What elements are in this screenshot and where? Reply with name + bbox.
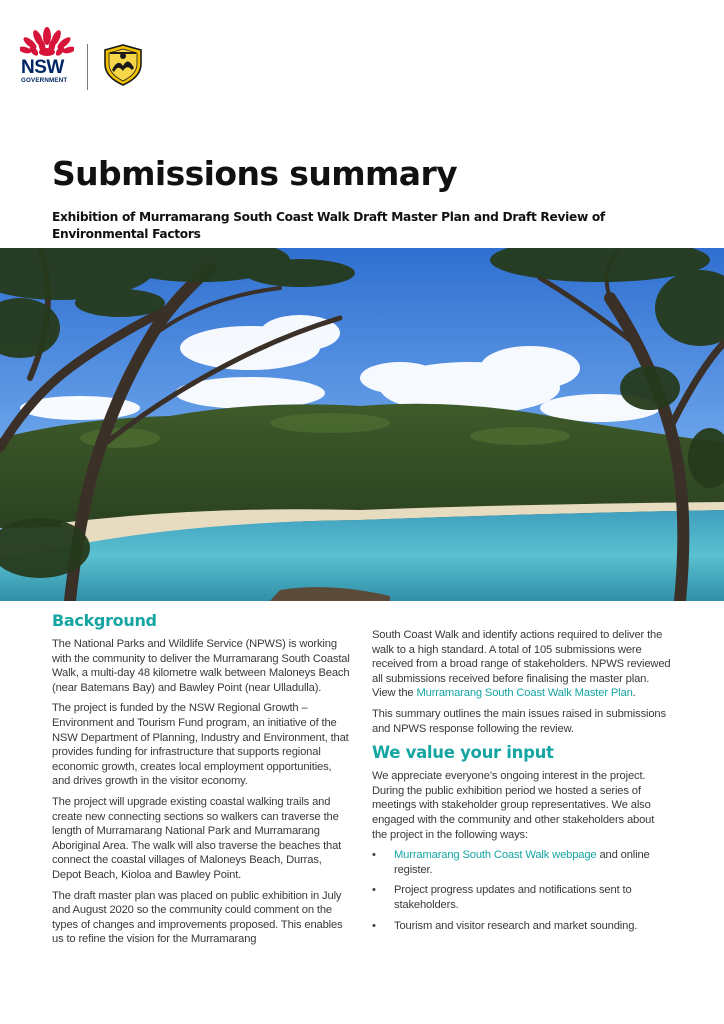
waratah-icon: [20, 24, 74, 58]
npws-emblem-icon: [102, 44, 144, 86]
bullet-icon: •: [372, 884, 376, 897]
logo-divider: [87, 44, 88, 90]
background-paragraph-2: The project is funded by the NSW Regional Growth – Environment and Tourism Fund program, an initiative of the NSW Department of Planning, Industry and Environment, that provides funding for infrastructure that supports regional economic growth, creates local employment opportunities, and drives growth in the visitor economy.: [52, 702, 349, 788]
list-item: [372, 919, 672, 934]
right-column: [372, 628, 672, 939]
nsw-wordmark: NSW: [21, 57, 64, 78]
paragraph-5-end: .: [632, 687, 636, 700]
list-item-text: Tourism and visitor research and market sounding.: [394, 919, 638, 932]
nsw-government-label: GOVERNMENT: [21, 77, 68, 84]
paragraph-5-text: South Coast Walk and identify actions required to deliver the walk to a high standard. A total of 105 submissions were received from a broad range of stakeholders. NPWS reviewed all submissions received before finalising the master plan. View the: [372, 629, 671, 700]
engagement-list: [372, 848, 672, 933]
left-column: [52, 610, 352, 953]
background-heading: Background: [52, 611, 157, 630]
bullet-icon: •: [372, 849, 376, 862]
background-paragraph-4: The draft master plan was placed on public exhibition in July and August 2020 so the community could comment on the types of changes and improvements proposed. This enables us to refine the vision for the Murramarang: [52, 889, 343, 946]
nsw-government-logo[interactable]: [20, 24, 74, 86]
list-item-text: and online register.: [394, 849, 650, 876]
input-heading: We value your input: [372, 743, 554, 763]
background-paragraph-5: [372, 628, 672, 701]
background-paragraph-6: This summary outlines the main issues raised in submissions and NPWS response following the review.: [372, 707, 666, 735]
webpage-link[interactable]: Murramarang South Coast Walk webpage: [394, 849, 597, 862]
list-item-text: Project progress updates and notifications sent to stakeholders.: [394, 884, 632, 911]
page-title: Submissions summary: [52, 154, 458, 193]
bullet-icon: •: [372, 919, 376, 932]
input-intro: We appreciate everyone’s ongoing interest in the project. During the public exhibition period we hosted a series of meetings with stakeholder group representatives. We also engaged with the community and other stakeholders about the project in the following ways:: [372, 770, 655, 841]
background-paragraph-1: The National Parks and Wildlife Service (NPWS) is working with the community to deliver the Murramarang South Coastal Walk, a multi-day 48 kilometre walk between Maloneys Beach (near Batemans Bay) and Bawley Point (near Ulladulla).: [52, 638, 350, 694]
npws-logo[interactable]: [102, 44, 144, 86]
background-paragraph-3: The project will upgrade existing coastal walking trails and create new connecting sections so walkers can traverse the length of Murramarang National Park and Murramarang Aboriginal Area. The walk will also traverse the beaches that connect the coastal villages of Maloneys Beach, Durras, Depot Beach, Kioloa and Bawley Point.: [52, 795, 342, 881]
master-plan-link[interactable]: Murramarang South Coast Walk Master Plan: [416, 687, 633, 700]
coastal-beach-photo: [0, 248, 724, 601]
page-subtitle: Exhibition of Murramarang South Coast Walk Draft Master Plan and Draft Review of Environmental Factors: [52, 210, 605, 241]
list-item: [372, 848, 672, 877]
list-item: [372, 883, 672, 912]
